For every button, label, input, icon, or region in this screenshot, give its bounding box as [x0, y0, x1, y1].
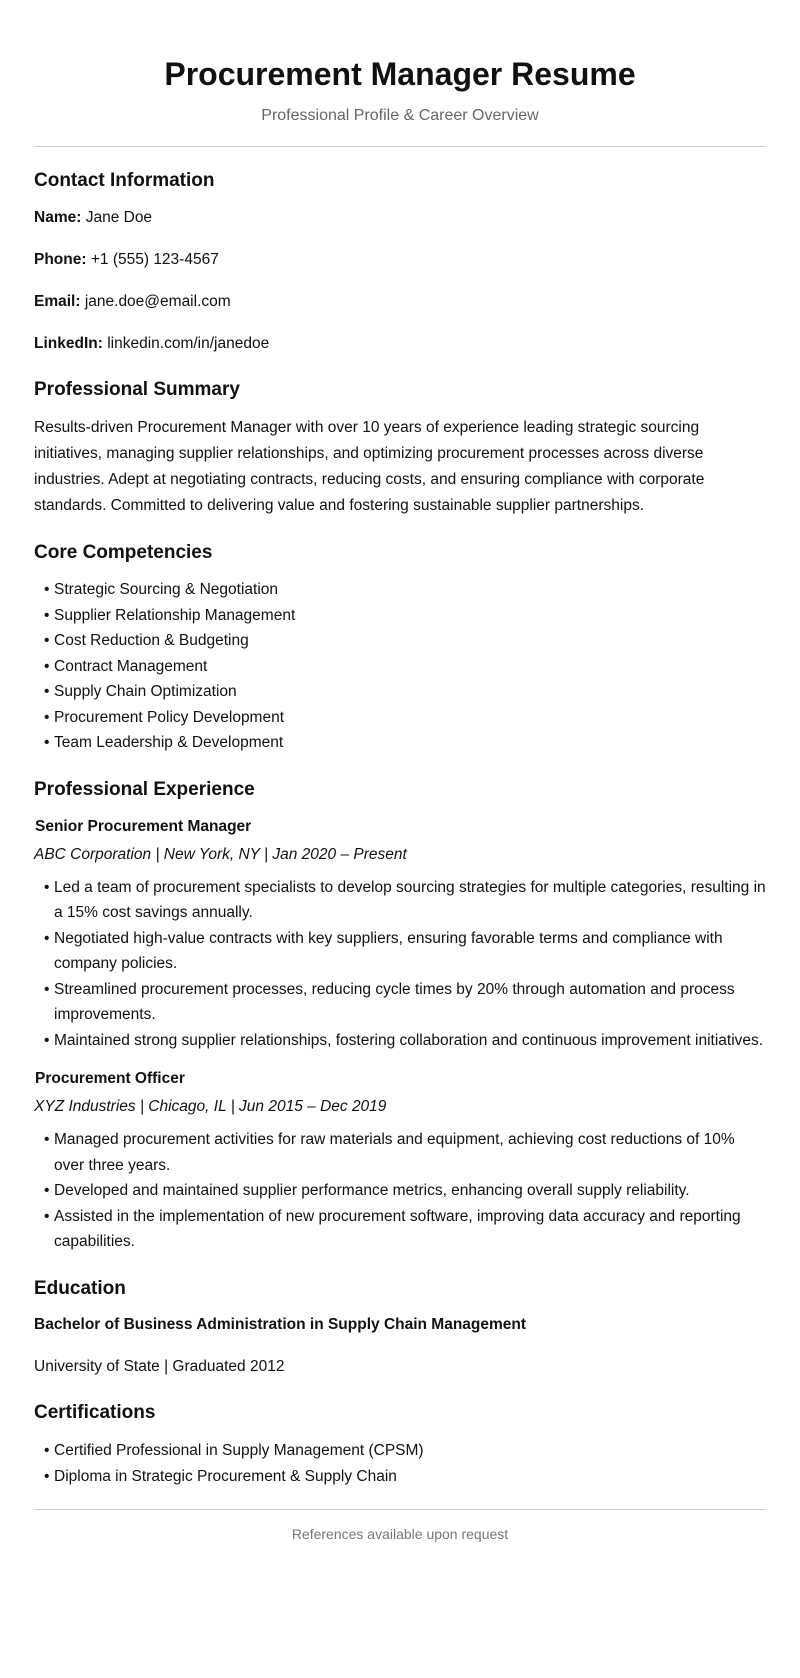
list-item: • Contract Management	[44, 654, 766, 680]
list-item: • Assisted in the implementation of new procurement software, improving data accuracy and reporting capabilities.	[44, 1204, 766, 1255]
summary-heading: Professional Summary	[34, 379, 240, 401]
list-item: • Managed procurement activities for raw materials and equipment, achieving cost reductions of 10% over three years.	[44, 1127, 766, 1178]
phone-value: +1 (555) 123-4567	[90, 251, 219, 269]
competencies-section	[34, 541, 766, 756]
job-title: Procurement Officer	[35, 1070, 185, 1088]
job-bullets	[34, 875, 766, 1054]
job-bullets	[34, 1127, 766, 1255]
list-item: • Supplier Relationship Management	[44, 603, 766, 629]
contact-section	[34, 169, 766, 356]
contact-email-row	[34, 290, 766, 314]
job-title: Senior Procurement Manager	[35, 817, 252, 835]
competencies-heading: Core Competencies	[34, 541, 213, 563]
list-item: • Maintained strong supplier relationships, fostering collaboration and continuous improvement initiatives.	[44, 1028, 766, 1054]
certifications-heading: Certifications	[34, 1402, 156, 1424]
list-item: • Certified Professional in Supply Management (CPSM)	[44, 1438, 766, 1464]
contact-heading: Contact Information	[34, 170, 215, 192]
list-item: • Supply Chain Optimization	[44, 679, 766, 705]
page-subtitle: Professional Profile & Career Overview	[261, 107, 539, 125]
page-title: Procurement Manager Resume	[164, 56, 636, 92]
certifications-list	[34, 1438, 766, 1489]
contact-phone-row	[34, 248, 766, 272]
list-item: • Cost Reduction & Budgeting	[44, 628, 766, 654]
job-meta: ABC Corporation | New York, NY | Jan 2020 – Present	[34, 845, 407, 863]
experience-section	[34, 778, 766, 1255]
footer-divider	[34, 1509, 766, 1510]
job-entry	[34, 1067, 766, 1255]
phone-label: Phone:	[34, 251, 87, 269]
list-item: • Streamlined procurement processes, reducing cycle times by 20% through automation and process improvements.	[44, 977, 766, 1028]
email-label: Email:	[34, 293, 81, 311]
list-item: • Developed and maintained supplier performance metrics, enhancing overall supply reliability.	[44, 1178, 766, 1204]
list-item: • Strategic Sourcing & Negotiation	[44, 577, 766, 603]
contact-name-row	[34, 206, 766, 230]
name-label: Name:	[34, 209, 82, 227]
header-divider	[34, 146, 766, 147]
footer-note: References available upon request	[291, 1526, 509, 1543]
experience-heading: Professional Experience	[34, 778, 255, 800]
education-school: University of State | Graduated 2012	[34, 1358, 285, 1376]
summary-section	[34, 378, 766, 519]
list-item: • Negotiated high-value contracts with key suppliers, ensuring favorable terms and compliance with company policies.	[44, 926, 766, 977]
education-heading: Education	[34, 1277, 126, 1299]
list-item: • Team Leadership & Development	[44, 730, 766, 756]
list-item: • Procurement Policy Development	[44, 705, 766, 731]
linkedin-value: linkedin.com/in/janedoe	[107, 335, 270, 353]
education-section	[34, 1277, 766, 1380]
summary-text: Results-driven Procurement Manager with over 10 years of experience leading strategic sourcing initiatives, managing supplier relationships, and optimizing procurement processes across diverse industries. Adept at negotiating contracts, reducing costs, and ensuring compliance with corporate standards. Committed to delivering value and fostering sustainable supplier partnerships.	[34, 418, 705, 514]
name-value: Jane Doe	[85, 209, 153, 227]
contact-list	[34, 206, 766, 356]
certifications-section	[34, 1401, 766, 1489]
list-item: • Diploma in Strategic Procurement & Supply Chain	[44, 1464, 766, 1490]
job-entry	[34, 815, 766, 1054]
education-degree: Bachelor of Business Administration in Supply Chain Management	[34, 1316, 527, 1334]
list-item: • Led a team of procurement specialists to develop sourcing strategies for multiple categories, resulting in a 15% cost savings annually.	[44, 875, 766, 926]
email-value: jane.doe@email.com	[84, 293, 231, 311]
competencies-list	[34, 577, 766, 756]
contact-linkedin-row	[34, 332, 766, 356]
job-meta: XYZ Industries | Chicago, IL | Jun 2015 – Dec 2019	[34, 1098, 387, 1116]
linkedin-label: LinkedIn:	[34, 335, 103, 353]
resume-header	[34, 55, 766, 125]
